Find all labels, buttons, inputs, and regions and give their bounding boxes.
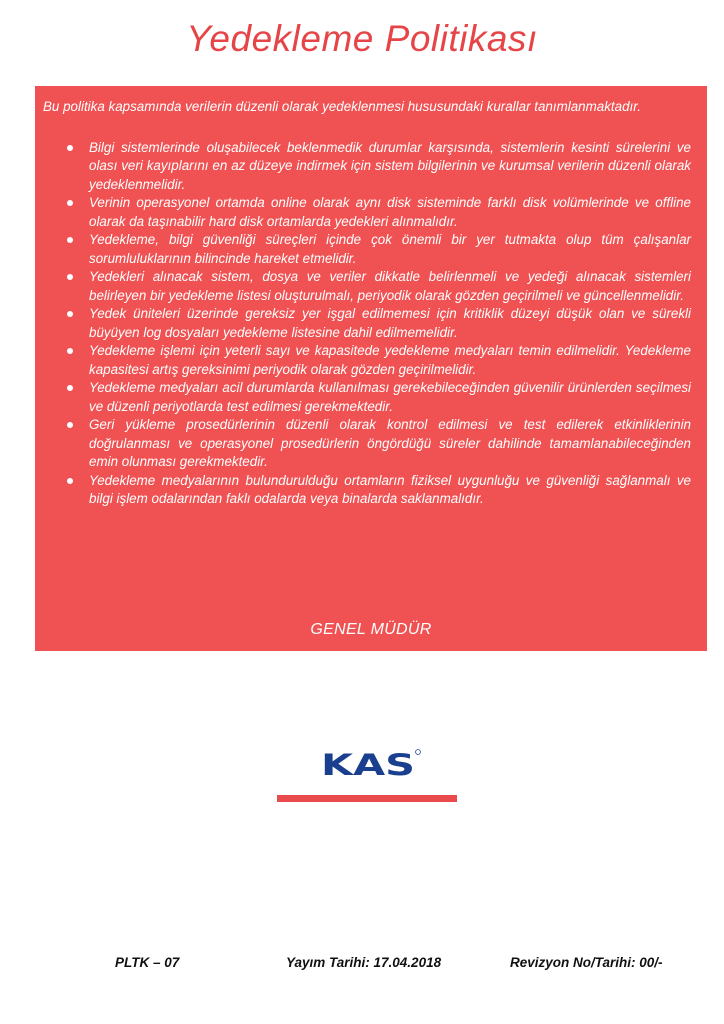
kas-logo (318, 744, 422, 780)
list-item (43, 416, 691, 472)
revision-info: Revizyon No/Tarihi: 00/- (510, 955, 663, 970)
signature-title: GENEL MÜDÜR (310, 621, 432, 638)
logo-underline-bar (277, 795, 457, 802)
list-item-text: Geri yükleme prosedürlerinin düzenli olarak kontrol edilmesi ve test edilerek etkinliklerinin doğrulanması ve operasyonel prosedürlerin öngördüğü süreler dahilinde tamamlanabileceğinden emin olunması gerekmektedir. (89, 417, 691, 469)
list-item (43, 231, 691, 268)
list-item-text: Yedekleri alınacak sistem, dosya ve veriler dikkatle belirlenmeli ve yedeği alınacak sistemleri belirleyen bir yedekleme listesi oluşturulmalı, periyodik olarak gözden geçirilmeli ve güncellenmelidir. (89, 269, 691, 303)
list-item (43, 139, 691, 195)
list-item (43, 305, 691, 342)
bullet-dot-icon (67, 422, 73, 428)
list-item-text: Verinin operasyonel ortamda online olarak aynı disk sisteminde farklı disk volümlerinde ve offline olarak da taşınabilir hard disk ortamlarda yedekleri alınmalıdır. (89, 195, 691, 229)
registered-mark-icon (416, 750, 421, 755)
list-item-text: Yedekleme medyaları acil durumlarda kullanılması gerekebileceğinden güvenilir ürünlerden seçilmesi ve düzenli periyotlarda test edilmesi gerekmektedir. (89, 380, 691, 414)
bullet-dot-icon (67, 348, 73, 354)
policy-intro: Bu politika kapsamında verilerin düzenli olarak yedeklenmesi hususundaki kurallar tanımlanmaktadır. (43, 99, 641, 114)
list-item-text: Yedekleme medyalarının bulundurulduğu ortamların fiziksel uygunluğu ve güvenliği sağlanmalı ve bilgi işlem odalarından faklı odalarda veya binalarda saklanmalıdır. (89, 472, 691, 506)
bullet-dot-icon (67, 385, 73, 391)
list-item-text: Yedekleme işlemi için yeterli sayı ve kapasitede yedekleme medyaları temin edilmelidir. Yedekleme kapasitesi artış gereksinimi periyodik olarak gözden geçirilmelidir. (89, 343, 691, 377)
bullet-dot-icon (67, 237, 73, 243)
policy-content-box (35, 86, 707, 651)
list-item-text: Yedek üniteleri üzerinde gereksiz yer işgal edilmemesi için kritiklik düzeyi düşük olan ve sürekli büyüyen log dosyaları yedekleme listesine dahil edilmemelidir. (89, 306, 691, 340)
bullet-dot-icon (67, 145, 73, 151)
list-item-text: Bilgi sistemlerinde oluşabilecek beklenmedik durumlar karşısında, sistemlerin kesinti sürelerini ve olası veri kayıplarını en az düzeye indirmek için sistem bilgilerinin ve kurumsal verilerin düzenli olarak yedeklenmelidir. (89, 139, 691, 192)
list-item (43, 379, 691, 416)
bullet-dot-icon (67, 478, 73, 484)
publish-date: Yayım Tarihi: 17.04.2018 (286, 955, 442, 970)
bullet-dot-icon (67, 274, 73, 280)
list-item (43, 268, 691, 305)
document-code: PLTK – 07 (115, 955, 180, 970)
list-item (43, 472, 691, 509)
list-item (43, 342, 691, 379)
bullet-dot-icon (67, 311, 73, 317)
page-title: Yedekleme Politikası (186, 18, 538, 59)
bullet-dot-icon (67, 200, 73, 206)
kas-logo-text: KAS (321, 748, 415, 780)
list-item-text: Yedekleme, bilgi güvenliği süreçleri içinde çok önemli bir yer tutmakta olup tüm çalışanlar sorumluluklarının bilincinde hareket etmelidir. (89, 232, 691, 266)
list-item (43, 194, 691, 231)
policy-rules-list (43, 139, 691, 509)
